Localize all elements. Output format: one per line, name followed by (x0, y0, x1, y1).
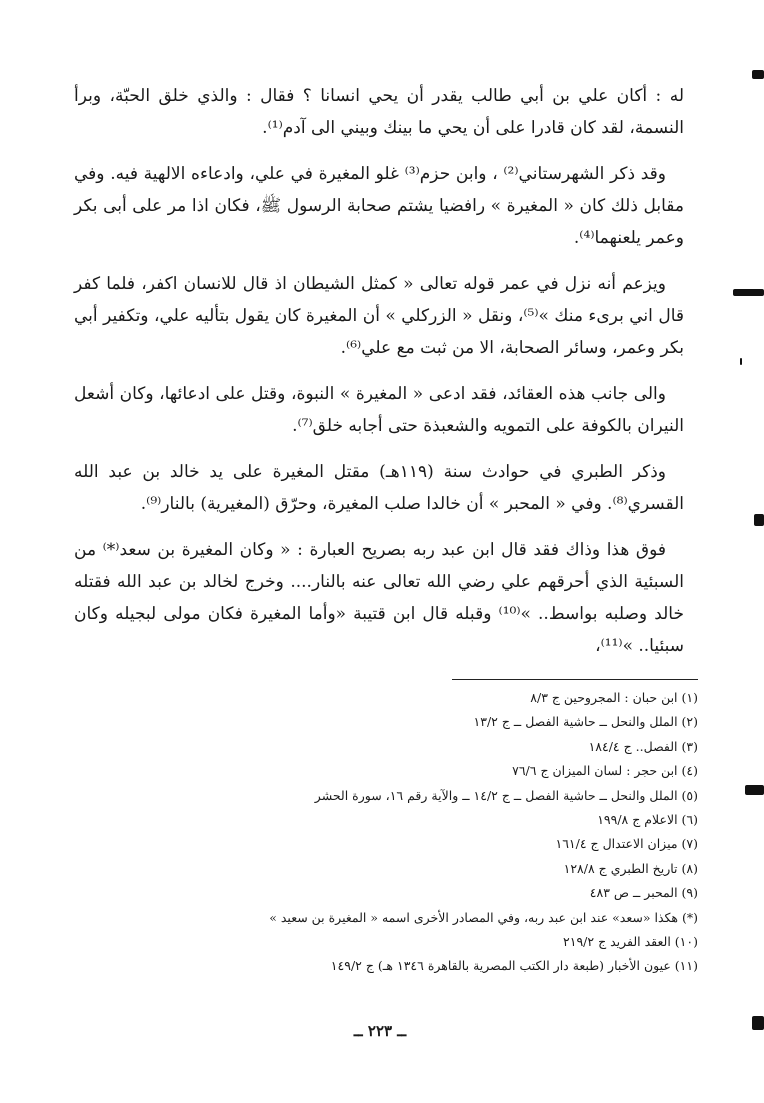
paragraph: وقد ذكر الشهرستاني⁽²⁾ ، وابن حزم⁽³⁾ غلو المغيرة في علي، وادعاءه الالهية فيه. وفي مقابل ذلك كان « المغيرة » رافضيا يشتم صحابة الرسول ﷺ، فكان اذا مر على أبى بكر وعمر يلعنهما⁽⁴⁾. (74, 164, 684, 248)
binding-mark (752, 70, 764, 79)
footnote: (*) هكذا «سعد» عند ابن عبد ربه، وفي المصادر الأخرى اسمه « المغيرة بن سعيد » (269, 909, 698, 925)
binding-mark (745, 785, 764, 795)
page-number: ــ ٢٢٣ ــ (353, 1022, 407, 1040)
footnote: (٢) الملل والنحل ــ حاشية الفصل ــ ج ١٣/٢ (473, 714, 698, 730)
footnote: (٤) ابن حجر : لسان الميزان ج ٧٦/٦ (512, 763, 698, 779)
scan-speck (740, 358, 742, 365)
footnote: (٣) الفصل.. ج ١٨٤/٤ (588, 738, 698, 754)
binding-mark (752, 1016, 764, 1030)
footnote: (٨) تاريخ الطبري ج ١٢٨/٨ (563, 860, 698, 876)
paragraph: ويزعم أنه نزل في عمر قوله تعالى « كمثل الشيطان اذ قال للانسان اكفر، فلما كفر قال اني برىء منك »⁽⁵⁾، ونقل « الزركلي » أن المغيرة كان يقول بتأليه علي، وتكفير أبي بكر وعمر، وسائر الصحابة، الا من ثبت مع علي⁽⁶⁾. (74, 274, 684, 358)
footnote-separator (452, 679, 698, 680)
paragraph: والى جانب هذه العقائد، فقد ادعى « المغيرة » النبوة، وقتل على ادعائها، وكان أشعل النيران بالكوفة على التمويه والشعبذة حتى أجابه خلق⁽⁷⁾. (74, 384, 684, 436)
binding-mark (754, 514, 764, 526)
footnote: (٩) المحبر ــ ص ٤٨٣ (589, 885, 698, 901)
footnote: (٦) الاعلام ج ١٩٩/٨ (597, 812, 698, 828)
footnote: (٧) ميزان الاعتدال ج ١٦١/٤ (555, 836, 698, 852)
footnote: (١) ابن حبان : المجروحين ج ٨/٣ (530, 690, 698, 705)
footnote: (١١) عيون الأخبار (طبعة دار الكتب المصرية بالقاهرة ١٣٤٦ هـ) ج ١٤٩/٢ (330, 958, 698, 974)
footnotes (150, 686, 698, 979)
footnote: (١٠) العقد الفريد ج ٢١٩/٢ (563, 934, 698, 950)
paragraph: له : أكان علي بن أبي طالب يقدر أن يحي انسانا ؟ فقال : والذي خلق الحبّة، وبرأ النسمة، لقد كان قادرا على أن يحي ما بينك وبيني الى آدم⁽¹⁾. (74, 86, 684, 138)
paragraph: وذكر الطبري في حوادث سنة (١١٩هـ) مقتل المغيرة على يد خالد بن عبد الله القسري⁽⁸⁾. وفي « المحبر » أن خالدا صلب المغيرة، وحرّق (المغيرية) بالنار⁽⁹⁾. (74, 462, 684, 514)
binding-mark (733, 289, 764, 296)
footnote: (٥) الملل والنحل ــ حاشية الفصل ــ ج ١٤/٢ ــ والآية رقم ١٦، سورة الحشر (314, 787, 698, 803)
paragraph: فوق هذا وذاك فقد قال ابن عبد ربه بصريح العبارة : « وكان المغيرة بن سعد⁽*⁾ من السبئية الذي أحرقهم علي رضي الله تعالى عنه بالنار.... وخرج لخالد بن عبد الله فقتله خالد وصلبه بواسط.. »⁽¹⁰⁾ وقبله قال ابن قتيبة «وأما المغيرة فكان مولى لبجيله وكان سبئيا.. »⁽¹¹⁾، (74, 540, 684, 656)
main-text (74, 80, 684, 676)
